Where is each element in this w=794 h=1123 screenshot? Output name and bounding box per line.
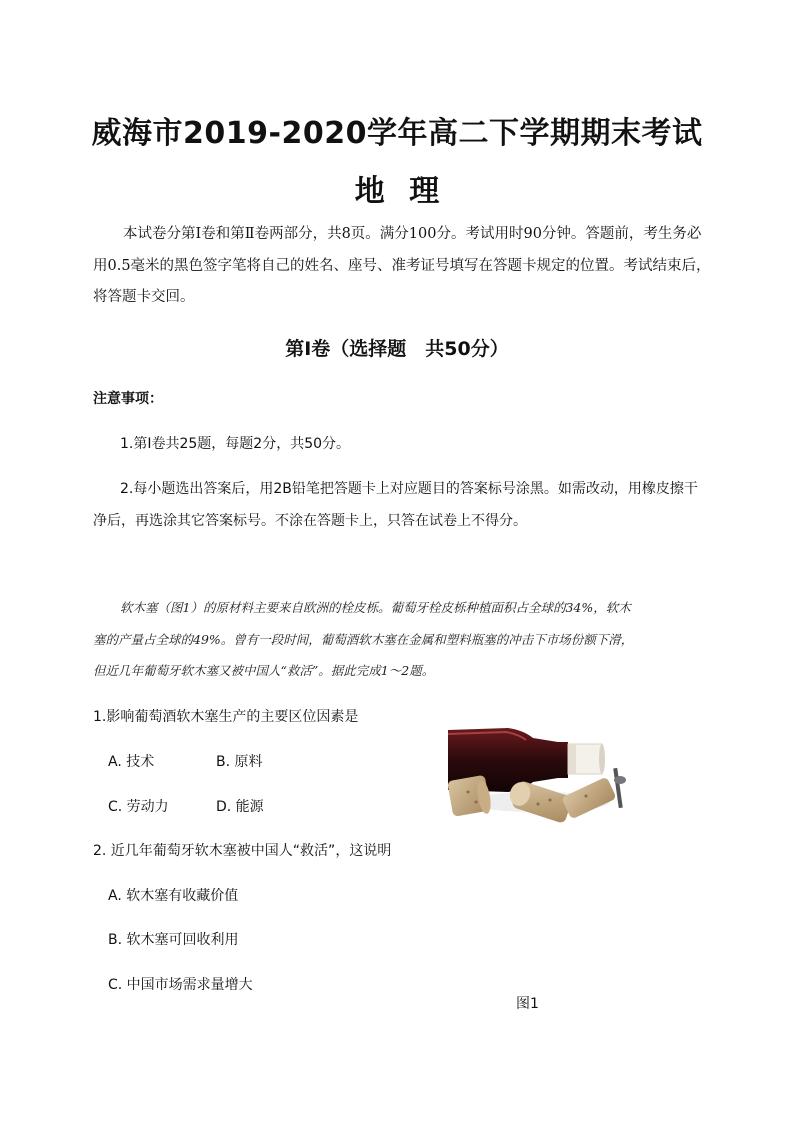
figure-caption: 图1 (516, 996, 539, 1012)
question-option: A. 技术 (108, 754, 155, 770)
question-option: B. 原料 (216, 754, 263, 770)
intro-line: 用0.5毫米的黑色签字笔将自己的姓名、座号、准考证号填写在答题卡规定的位置。考试结束后， (93, 258, 711, 274)
notice-item: 2.每小题选出答案后，用2B铅笔把答题卡上对应题目的答案标号涂黑。如需改动，用橡皮擦干 (120, 481, 698, 497)
question-option: C. 中国市场需求量增大 (108, 977, 253, 993)
passage-line: 软木塞（图1）的原材料主要来自欧洲的栓皮栎。葡萄牙栓皮栎种植面积占全球的34%，软木 (120, 600, 631, 615)
wine-bottle-icon (448, 720, 628, 840)
exam-title: 威海市2019-2020学年高二下学期期末考试 (91, 116, 703, 151)
passage-line: 但近几年葡萄牙软木塞又被中国人“救活”。据此完成1～2题。 (93, 663, 435, 678)
question-stem: 2. 近几年葡萄牙软木塞被中国人“救活”，这说明 (93, 843, 392, 859)
intro-line: 本试卷分第Ⅰ卷和第Ⅱ卷两部分，共8页。满分100分。考试用时90分钟。答题前，考生务必 (123, 226, 702, 242)
passage-line: 塞的产量占全球的49%。曾有一段时间，葡萄酒软木塞在金属和塑料瓶塞的冲击下市场份额下滑， (93, 632, 634, 647)
intro-line: 将答题卡交回。 (93, 289, 195, 305)
notice-item: 净后，再选涂其它答案标号。不涂在答题卡上，只答在试卷上不得分。 (93, 513, 527, 529)
question-option: A. 软木塞有收藏价值 (108, 888, 239, 904)
question-option: D. 能源 (216, 799, 264, 815)
question-option: B. 软木塞可回收利用 (108, 932, 239, 948)
wine-corks-image (448, 720, 628, 840)
section-title: 第Ⅰ卷（选择题 共50分） (285, 338, 509, 360)
question-option: C. 劳动力 (108, 799, 169, 815)
notice-item: 1.第Ⅰ卷共25题，每题2分，共50分。 (120, 436, 351, 452)
subject-title: 地 理 (354, 174, 440, 209)
notice-heading: 注意事项： (93, 391, 163, 407)
question-stem: 1.影响葡萄酒软木塞生产的主要区位因素是 (93, 709, 359, 725)
